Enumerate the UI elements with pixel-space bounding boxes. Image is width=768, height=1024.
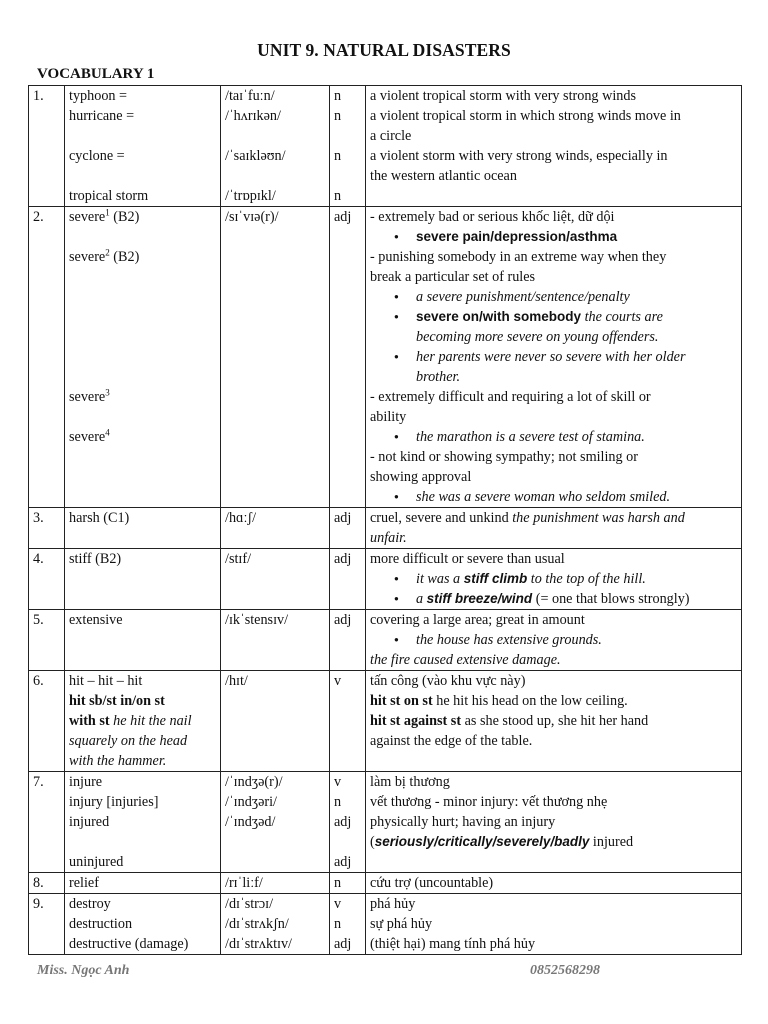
word-cell — [65, 671, 221, 772]
ipa: /dɪˈstrʌkʃn/ — [225, 916, 289, 932]
pos: n — [334, 148, 342, 164]
pos-cell — [330, 894, 366, 955]
word-cell — [65, 772, 221, 873]
word: extensive — [65, 610, 221, 671]
definition: vết thương - minor injury: vết thương nhẹ — [370, 794, 608, 810]
definition: (thiệt hại) mang tính phá hủy — [370, 936, 536, 952]
row-number: 4. — [29, 549, 65, 610]
word: tropical storm — [69, 188, 149, 204]
table-row — [29, 610, 742, 671]
example-text: against the edge of the table. — [370, 733, 533, 749]
ipa: /ˈtrɒpɪkl/ — [225, 188, 276, 204]
pos: adj — [334, 936, 352, 952]
definition-cell — [366, 86, 742, 207]
definition: covering a large area; great in amount — [370, 612, 585, 628]
pos: v — [330, 671, 366, 772]
ipa: /ˈɪndʒə(r)/ — [225, 774, 283, 790]
pos: adj — [330, 508, 366, 549]
collocation: severe on/with somebody — [416, 309, 582, 324]
word: severe — [69, 209, 106, 225]
sense-number: 2 — [105, 247, 110, 258]
word-level: (B2) — [109, 249, 140, 265]
ipa: /ˈhʌrɪkən/ — [225, 108, 281, 124]
definition: cứu trợ (uncountable) — [366, 873, 742, 894]
definition: ( — [370, 834, 375, 850]
footer-phone: 0852568298 — [530, 963, 600, 978]
example-text: the courts are — [581, 309, 663, 325]
example-item: ● she was a severe woman who seldom smiled. — [370, 487, 737, 507]
example-text: he hit the nail — [109, 713, 192, 729]
definition-cell — [366, 772, 742, 873]
pos-cell — [330, 772, 366, 873]
definition-cell — [366, 508, 742, 549]
table-row — [29, 508, 742, 549]
example-text: squarely on the head — [69, 733, 188, 749]
example-item: ● her parents were never so severe with her older — [370, 347, 737, 367]
example-item: ● the house has extensive grounds. — [370, 630, 737, 650]
footer-author: Miss. Ngọc Anh — [37, 963, 130, 978]
definition-cell — [366, 671, 742, 772]
ipa: /ˈɪndʒəd/ — [225, 814, 276, 830]
ipa-cell — [221, 207, 330, 508]
pos: adj — [330, 549, 366, 610]
example-item — [370, 569, 737, 589]
pos: n — [334, 794, 342, 810]
example-item — [370, 589, 737, 609]
word: severe — [69, 389, 106, 405]
pos: n — [334, 88, 342, 104]
section-heading: VOCABULARY 1 — [37, 66, 155, 82]
pos: n — [334, 188, 342, 204]
table-row — [29, 86, 742, 207]
table-row — [29, 894, 742, 955]
word: severe — [69, 249, 106, 265]
pos: n — [330, 873, 366, 894]
word: destroy — [69, 896, 111, 912]
example-item — [370, 307, 737, 327]
pos: n — [334, 916, 342, 932]
word: typhoon = — [69, 88, 128, 104]
definition: showing approval — [370, 469, 472, 485]
definition: - punishing somebody in an extreme way when they — [370, 249, 667, 265]
ipa: /dɪˈstrɔɪ/ — [225, 896, 274, 912]
example-text: (= one that blows strongly) — [532, 591, 690, 607]
word: severe — [69, 429, 106, 445]
example-item: ● severe pain/depression/asthma — [370, 227, 737, 247]
pos: adj — [334, 209, 352, 225]
sense-number: 1 — [105, 207, 110, 218]
word: harsh (C1) — [65, 508, 221, 549]
definition: - extremely difficult and requiring a lot of skill or — [370, 389, 651, 405]
pos: n — [334, 108, 342, 124]
ipa: /ˈsaɪkləʊn/ — [225, 148, 286, 164]
example-text: he hit his head on the low ceiling. — [432, 693, 628, 709]
definition-cell — [366, 894, 742, 955]
definition: break a particular set of rules — [370, 269, 536, 285]
word-cell — [65, 894, 221, 955]
collocation: hit sb/st in/on st — [69, 693, 165, 709]
word: injure — [69, 774, 103, 790]
example-text: becoming more severe on young offenders. — [416, 329, 659, 345]
collocation: stiff climb — [463, 571, 528, 586]
example-text: it was a — [416, 571, 464, 587]
pos: adj — [334, 854, 352, 870]
definition: ability — [370, 409, 407, 425]
definition-cell — [366, 207, 742, 508]
ipa: /dɪˈstrʌktɪv/ — [225, 936, 292, 952]
example-text: unfair. — [370, 530, 407, 546]
pos-cell — [330, 207, 366, 508]
definition: - not kind or showing sympathy; not smiling or — [370, 449, 638, 465]
word: stiff (B2) — [65, 549, 221, 610]
ipa: /stɪf/ — [221, 549, 330, 610]
vocabulary-table — [28, 85, 742, 955]
pos: v — [334, 896, 342, 912]
word-level: (B2) — [109, 209, 140, 225]
word: cyclone = — [69, 148, 125, 164]
word: relief — [65, 873, 221, 894]
example-text: the punishment was harsh and — [512, 510, 685, 526]
definition: làm bị thương — [370, 774, 450, 790]
sense-number: 3 — [105, 387, 110, 398]
definition: a violent storm with very strong winds, especially in — [370, 148, 668, 164]
collocation: seriously/critically/severely/badly — [374, 834, 590, 849]
table-row — [29, 207, 742, 508]
word: injured — [69, 814, 110, 830]
row-number: 6. — [29, 671, 65, 772]
collocation: hit st on st — [370, 693, 433, 709]
row-number: 2. — [29, 207, 65, 508]
definition: sự phá hủy — [370, 916, 433, 932]
word: destructive (damage) — [69, 936, 189, 952]
definition-cell — [366, 610, 742, 671]
word: injury [injuries] — [69, 794, 159, 810]
table-row — [29, 772, 742, 873]
example-text: as she stood up, she hit her hand — [461, 713, 649, 729]
ipa: /ˈɪndʒəri/ — [225, 794, 277, 810]
ipa: /sɪˈvɪə(r)/ — [225, 209, 279, 225]
row-number: 1. — [29, 86, 65, 207]
collocation: hit st against st — [370, 713, 462, 729]
table-row — [29, 671, 742, 772]
definition: the western atlantic ocean — [370, 168, 517, 184]
word: destruction — [69, 916, 133, 932]
definition: injured — [589, 834, 634, 850]
pos: adj — [330, 610, 366, 671]
definition: - extremely bad or serious khốc liệt, dữ dội — [370, 209, 615, 225]
definition-cell — [366, 549, 742, 610]
definition: more difficult or severe than usual — [370, 551, 565, 567]
ipa: /rɪˈliːf/ — [221, 873, 330, 894]
ipa-cell — [221, 86, 330, 207]
word: uninjured — [69, 854, 124, 870]
definition: tấn công (vào khu vực này) — [370, 673, 526, 689]
definition: phá hủy — [370, 896, 416, 912]
row-number: 5. — [29, 610, 65, 671]
table-row — [29, 549, 742, 610]
pos-cell — [330, 86, 366, 207]
definition: physically hurt; having an injury — [370, 814, 556, 830]
definition: a violent tropical storm with very strong winds — [370, 88, 636, 104]
example-text: to the top of the hill. — [527, 571, 646, 587]
pos: v — [334, 774, 342, 790]
collocation: stiff breeze/wind — [426, 591, 533, 606]
row-number: 7. — [29, 772, 65, 873]
ipa: /hɑːʃ/ — [221, 508, 330, 549]
ipa: /taɪˈfuːn/ — [225, 88, 275, 104]
page-title: UNIT 9. NATURAL DISASTERS — [257, 40, 511, 60]
example-text: a — [416, 591, 427, 607]
definition: cruel, severe and unkind — [370, 510, 513, 526]
sense-number: 4 — [105, 427, 110, 438]
word-cell — [65, 86, 221, 207]
ipa-cell — [221, 772, 330, 873]
word: hurricane = — [69, 108, 135, 124]
example-text: the fire caused extensive damage. — [370, 652, 561, 668]
ipa: /ɪkˈstensɪv/ — [221, 610, 330, 671]
ipa: /hɪt/ — [221, 671, 330, 772]
table-row — [29, 873, 742, 894]
example-text: brother. — [416, 369, 461, 385]
word-cell — [65, 207, 221, 508]
collocation: with st — [69, 713, 110, 729]
example-text: with the hammer. — [69, 753, 167, 769]
example-item: ● the marathon is a severe test of stamina. — [370, 427, 737, 447]
row-number: 8. — [29, 873, 65, 894]
row-number: 3. — [29, 508, 65, 549]
word: hit – hit – hit — [69, 673, 143, 689]
row-number: 9. — [29, 894, 65, 955]
ipa-cell — [221, 894, 330, 955]
example-item: ● a severe punishment/sentence/penalty — [370, 287, 737, 307]
definition: a circle — [370, 128, 412, 144]
definition: a violent tropical storm in which strong winds move in — [370, 108, 681, 124]
pos: adj — [334, 814, 352, 830]
